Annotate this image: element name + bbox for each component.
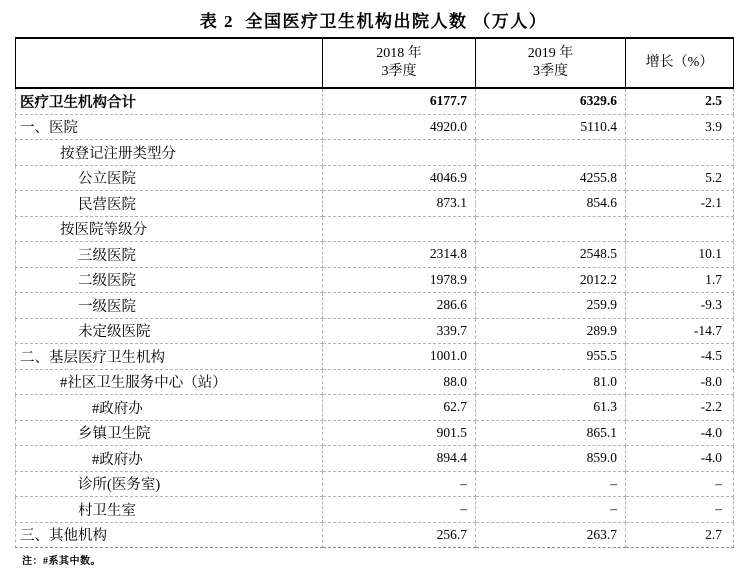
growth-value: -2.1 (626, 191, 734, 217)
table-row (16, 216, 734, 242)
value-2018: 88.0 (323, 369, 476, 395)
row-label: 医疗卫生机构合计 (16, 88, 323, 114)
value-2019: – (476, 497, 626, 523)
value-2018: 1978.9 (323, 267, 476, 293)
value-2019: 955.5 (476, 344, 626, 370)
col-header-2018 (323, 38, 476, 88)
growth-value: -14.7 (626, 318, 734, 344)
value-2019: 5110.4 (476, 114, 626, 140)
value-2018: – (323, 471, 476, 497)
table-row (16, 522, 734, 548)
table-row (16, 420, 734, 446)
table-row (16, 318, 734, 344)
table-row (16, 165, 734, 191)
table-row (16, 395, 734, 421)
value-2019: 865.1 (476, 420, 626, 446)
value-2019 (476, 216, 626, 242)
table-header (16, 38, 734, 88)
value-2019: – (476, 471, 626, 497)
row-label: 按登记注册类型分 (16, 140, 323, 166)
table-row (16, 344, 734, 370)
table-body (16, 88, 734, 548)
row-label: 村卫生室 (16, 497, 323, 523)
col-header-2018-line2: 3季度 (381, 64, 417, 79)
growth-value: -4.0 (626, 420, 734, 446)
header-row (16, 38, 734, 88)
value-2018: 256.7 (323, 522, 476, 548)
row-label: 乡镇卫生院 (16, 420, 323, 446)
value-2019: 4255.8 (476, 165, 626, 191)
growth-value: -8.0 (626, 369, 734, 395)
table-row (16, 497, 734, 523)
table-row (16, 293, 734, 319)
col-header-blank (16, 38, 323, 88)
growth-value: – (626, 497, 734, 523)
growth-value: 2.7 (626, 522, 734, 548)
growth-value: -2.2 (626, 395, 734, 421)
row-label: 民营医院 (16, 191, 323, 217)
value-2019 (476, 140, 626, 166)
growth-value: 2.5 (626, 88, 734, 114)
col-header-2019-line1: 2019 年 (527, 45, 574, 61)
value-2018: – (323, 497, 476, 523)
table-row (16, 446, 734, 472)
row-label: #政府办 (16, 446, 323, 472)
value-2019: 259.9 (476, 293, 626, 319)
value-2018: 2314.8 (323, 242, 476, 268)
growth-value: -4.5 (626, 344, 734, 370)
value-2018: 4920.0 (323, 114, 476, 140)
value-2018: 873.1 (323, 191, 476, 217)
row-label: 二、基层医疗卫生机构 (16, 344, 323, 370)
value-2019: 854.6 (476, 191, 626, 217)
table-row (16, 114, 734, 140)
row-label: #政府办 (16, 395, 323, 421)
col-header-2019-line2: 3季度 (533, 64, 568, 79)
value-2018: 901.5 (323, 420, 476, 446)
row-label: 按医院等级分 (16, 216, 323, 242)
value-2018: 339.7 (323, 318, 476, 344)
value-2018: 4046.9 (323, 165, 476, 191)
growth-value (626, 216, 734, 242)
value-2018: 894.4 (323, 446, 476, 472)
growth-value: 3.9 (626, 114, 734, 140)
discharge-table (15, 37, 734, 548)
value-2018: 6177.7 (323, 88, 476, 114)
value-2019: 2548.5 (476, 242, 626, 268)
table-row (16, 242, 734, 268)
table-row (16, 191, 734, 217)
growth-value: -9.3 (626, 293, 734, 319)
row-label: 诊所(医务室) (16, 471, 323, 497)
value-2018: 286.6 (323, 293, 476, 319)
row-label: 未定级医院 (16, 318, 323, 344)
table-row (16, 140, 734, 166)
col-header-2018-line1: 2018 年 (376, 45, 422, 61)
value-2019: 289.9 (476, 318, 626, 344)
page-title: 表 2 全国医疗卫生机构出院人数 （万人） (199, 12, 548, 31)
footnote: 注：#系其中数。 (22, 556, 101, 567)
value-2019: 263.7 (476, 522, 626, 548)
value-2018 (323, 140, 476, 166)
row-label: 三级医院 (16, 242, 323, 268)
value-2019: 2012.2 (476, 267, 626, 293)
table-row (16, 471, 734, 497)
value-2019: 859.0 (476, 446, 626, 472)
growth-value: 10.1 (626, 242, 734, 268)
row-label: 公立医院 (16, 165, 323, 191)
value-2019: 81.0 (476, 369, 626, 395)
row-label: 三、其他机构 (16, 522, 323, 548)
col-header-growth: 增长（%） (626, 38, 734, 88)
table-row (16, 267, 734, 293)
row-label: 二级医院 (16, 267, 323, 293)
growth-value: – (626, 471, 734, 497)
row-label: 一、医院 (16, 114, 323, 140)
value-2018: 62.7 (323, 395, 476, 421)
growth-value: 5.2 (626, 165, 734, 191)
col-header-2019 (476, 38, 626, 88)
value-2019: 6329.6 (476, 88, 626, 114)
table-row (16, 88, 734, 114)
table-row (16, 369, 734, 395)
row-label: 一级医院 (16, 293, 323, 319)
growth-value: 1.7 (626, 267, 734, 293)
growth-value (626, 140, 734, 166)
value-2018: 1001.0 (323, 344, 476, 370)
value-2019: 61.3 (476, 395, 626, 421)
growth-value: -4.0 (626, 446, 734, 472)
row-label: #社区卫生服务中心（站） (16, 369, 323, 395)
value-2018 (323, 216, 476, 242)
